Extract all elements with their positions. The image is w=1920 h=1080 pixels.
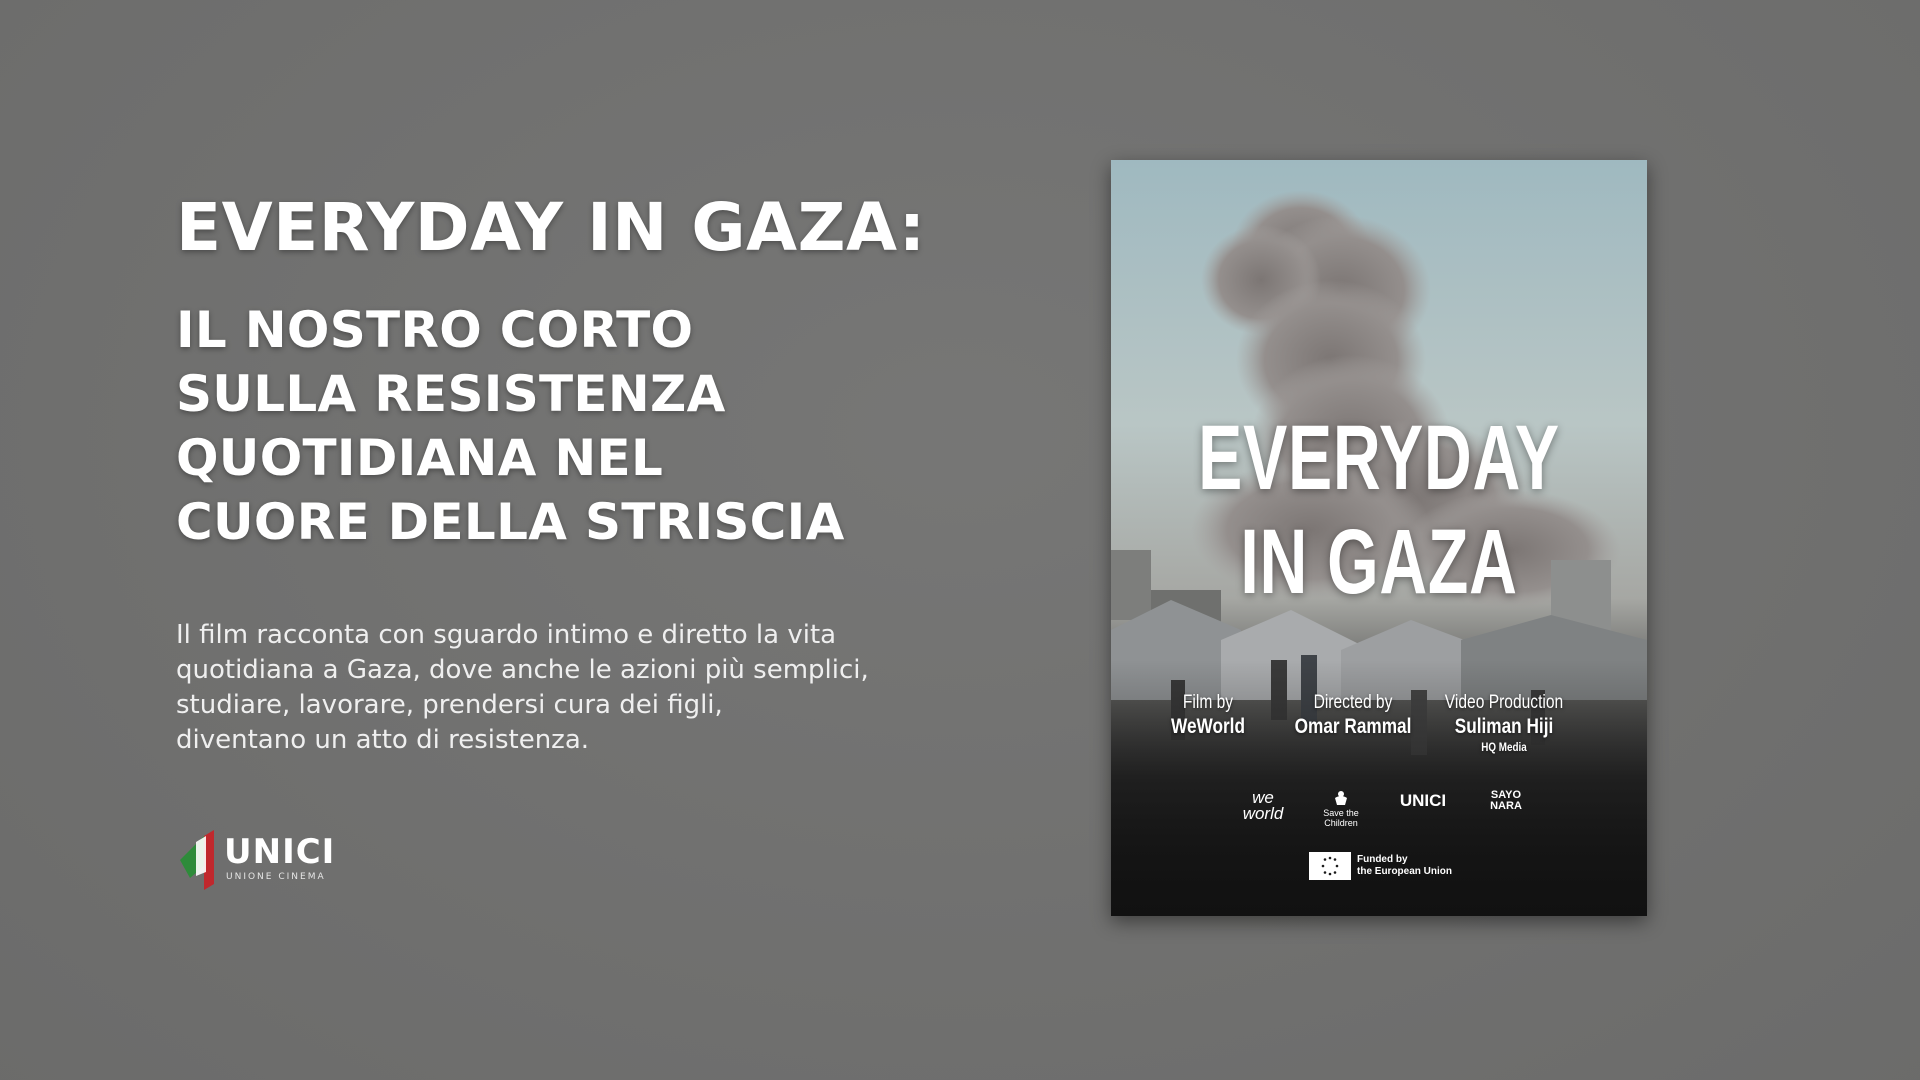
save-the-children-label: Save the Children	[1323, 808, 1359, 828]
subheadline-line: SULLA RESISTENZA	[176, 365, 726, 423]
save-the-children-logo	[1309, 790, 1373, 828]
credit-name: Omar Rammal	[1294, 715, 1412, 738]
eu-funding-badge	[1309, 852, 1469, 882]
unici-partner-logo: UNICI	[1399, 791, 1447, 810]
eu-funding-text	[1357, 854, 1452, 878]
description	[176, 618, 966, 758]
headline: EVERYDAY IN GAZA:	[176, 189, 926, 266]
subheadline	[176, 298, 936, 554]
weworld-logo: we world	[1242, 788, 1284, 823]
unici-mark-icon	[176, 826, 224, 892]
credit-role: Directed by	[1313, 692, 1393, 713]
description-line: studiare, lavorare, prendersi cura dei figli,	[176, 690, 723, 720]
save-the-children-icon	[1332, 790, 1350, 806]
subheadline-line: CUORE DELLA STRISCIA	[176, 493, 845, 551]
credit-role: Film by	[1182, 692, 1234, 713]
credit-org: HQ Media	[1481, 740, 1527, 754]
eu-funding-line: the European Union	[1357, 866, 1452, 877]
logo-wordmark: UNICI	[224, 832, 336, 872]
credit-video-production	[1438, 692, 1569, 754]
description-line: Il film racconta con sguardo intimo e diretto la vita	[176, 620, 837, 650]
sayonara-logo: SAYO NARA	[1490, 789, 1522, 812]
poster-title-line: IN GAZA	[1240, 511, 1518, 613]
eu-flag-icon	[1309, 852, 1351, 880]
credit-name: WeWorld	[1170, 715, 1245, 738]
subheadline-line: QUOTIDIANA NEL	[176, 429, 664, 487]
credit-film-by	[1142, 692, 1273, 740]
poster-title-line: EVERYDAY	[1198, 407, 1560, 509]
description-line: quotidiana a Gaza, dove anche le azioni più semplici,	[176, 655, 869, 685]
credit-role: Video Production	[1444, 692, 1564, 713]
subheadline-line: IL NOSTRO CORTO	[176, 301, 694, 359]
credit-directed-by	[1287, 692, 1418, 740]
logo-subtitle: UNIONE CINEMA	[226, 872, 326, 882]
unici-logo[interactable]	[176, 826, 346, 892]
credit-name: Suliman Hiji	[1454, 715, 1554, 738]
eu-funding-line: Funded by	[1357, 854, 1408, 865]
description-line: diventano un atto di resistenza.	[176, 725, 590, 755]
poster-title	[1186, 406, 1572, 614]
film-poster[interactable]	[1111, 160, 1647, 916]
